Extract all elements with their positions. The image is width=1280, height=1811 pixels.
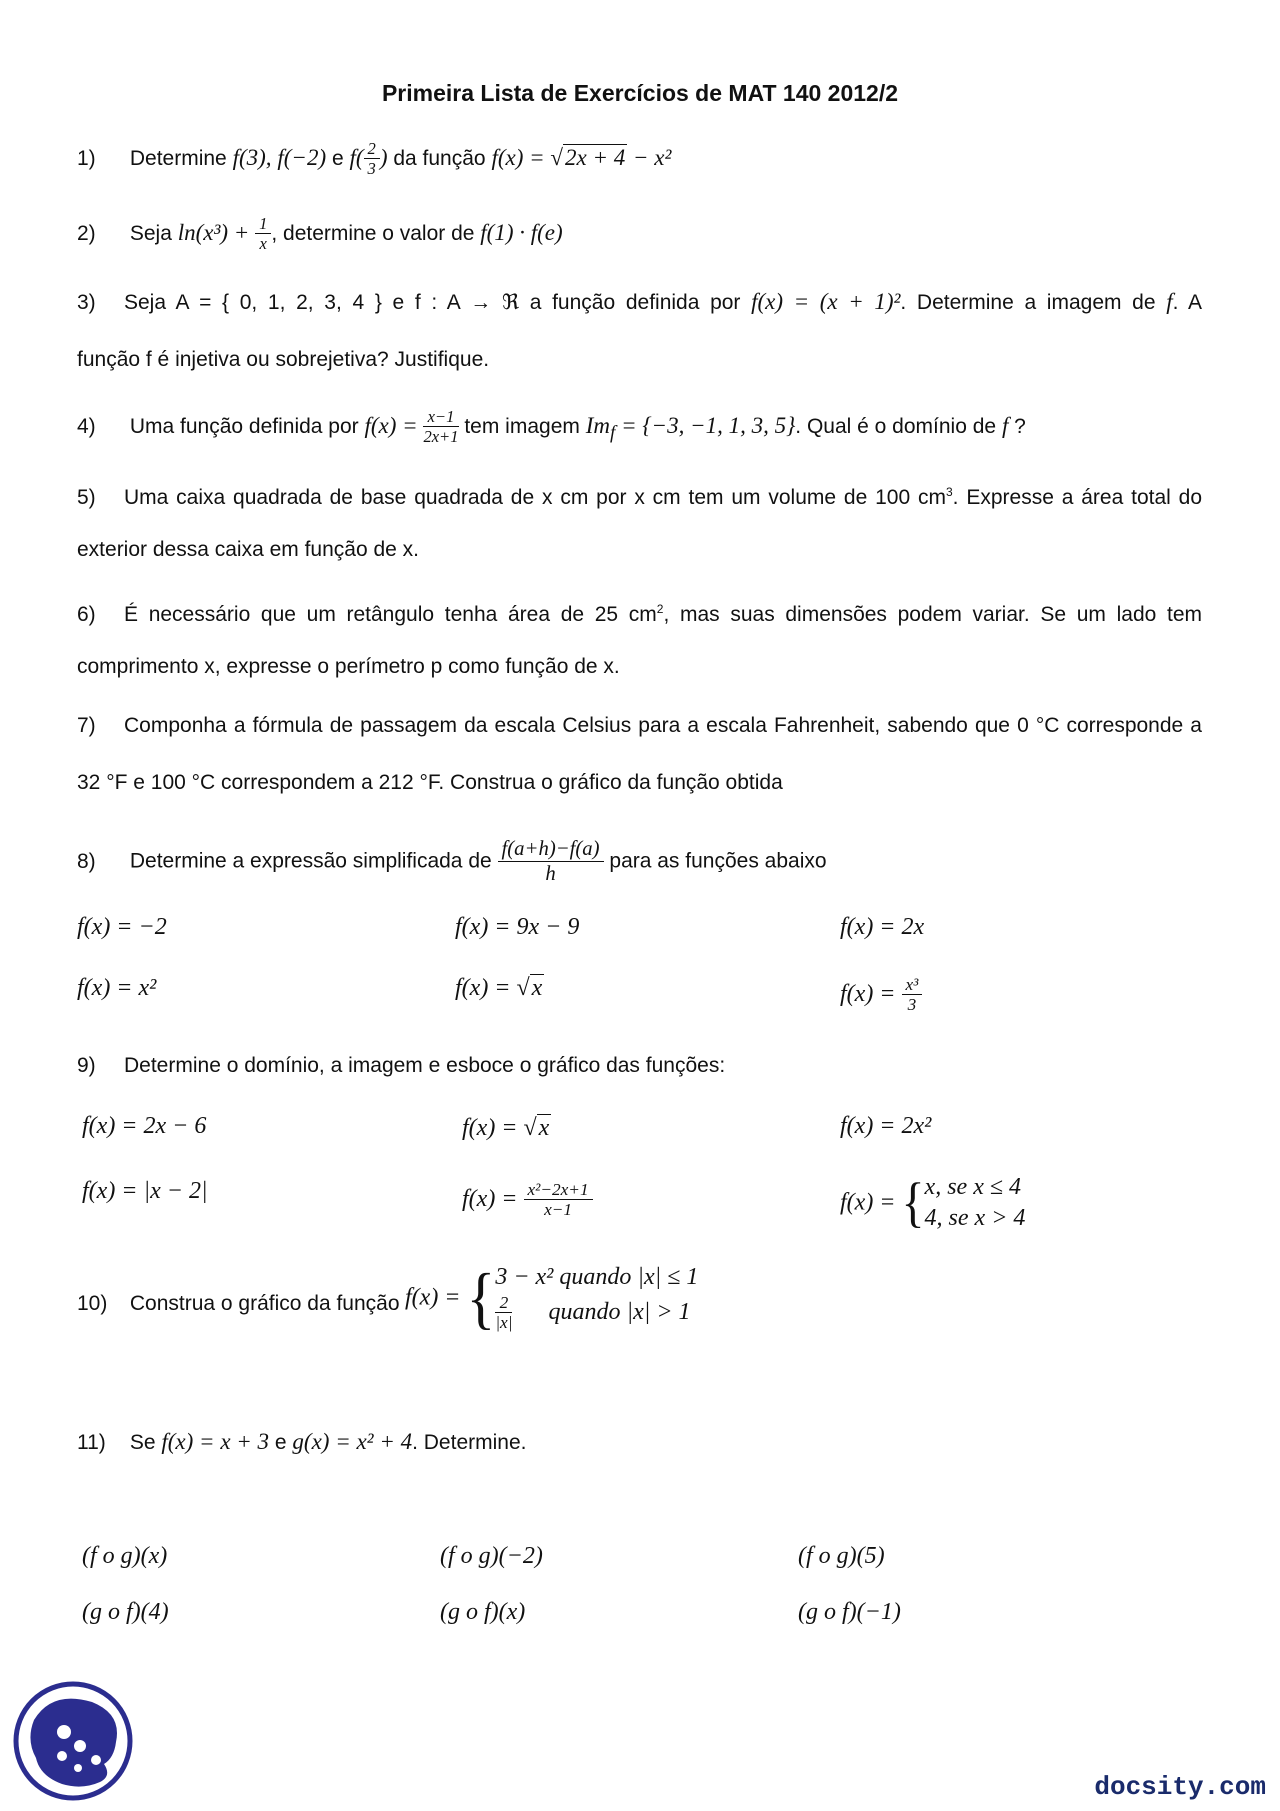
question-number: 9) [77,1054,96,1077]
q9-function-3: f(x) = 2x² [840,1113,932,1139]
difference-quotient: $\frac{f(a+h)-f(a)}{h}$ [498,838,604,887]
q11-item-1: (f o g)(x) [82,1543,168,1569]
q11-item-2: (f o g)(−2) [440,1543,543,1569]
q9-function-1: f(x) = 2x − 6 [82,1113,207,1139]
fraction: $\frac{1}{x}$ [255,215,271,254]
q11-item-4: (g o f)(4) [82,1599,169,1625]
question-number: 4) [77,414,96,438]
question-number: 1) [77,146,96,170]
q8-function-2: f(x) = 9x − 9 [455,914,580,940]
question-number: 7) [77,714,96,737]
q9-function-4: f(x) = |x − 2| [82,1178,208,1204]
question-number: 8) [77,849,96,873]
question-9: 9) Determine o domínio, a imagem e esboce o gráfico das funções: [77,1052,1202,1080]
q11-item-5: (g o f)(x) [440,1599,526,1625]
question-number: 6) [77,603,96,626]
question-number: 11) [77,1431,106,1454]
q11-item-6: (g o f)(−1) [798,1599,901,1625]
page-title: Primeira Lista de Exercícios de MAT 140 2012/2 [381,80,899,106]
question-6-continued: comprimento x, expresse o perímetro p como função de x. [77,655,620,678]
question-6: 6) É necessário que um retângulo tenha área de 25 $cm^2$, mas suas dimensões podem variar. Se um lado tem [77,595,1202,629]
fraction: $\frac{x-1}{2x+1}$ [423,407,459,447]
question-3-continued: função f é injetiva ou sobrejetiva? Justifique. [77,348,490,371]
q8-function-4: f(x) = x² [77,975,157,1001]
q8-function-5: f(x) = √x [455,975,543,1001]
question-number: 5) [77,486,96,509]
q11-item-3: (f o g)(5) [798,1543,885,1569]
question-7: 7) Componha a fórmula de passagem da escala Celsius para a escala Fahrenheit, sabendo que 0 °C corresponde a [77,712,1202,740]
question-5-continued: exterior dessa caixa em função de x. [77,538,420,561]
docsity-watermark[interactable]: docsity.com [1094,1772,1266,1802]
question-5: 5) Uma caixa quadrada de base quadrada de x cm por x cm tem um volume de 100 $cm^3$. Expresse a área total do [77,478,1202,512]
question-number: 10) [77,1292,108,1315]
question-4: 4) Uma função definida por f(x) = $\frac{x-1}{2x+1}$ tem imagem $Im_f = \{-3$, −1, 1, 3, 5}. Qual é o domínio de f ? [77,407,1026,447]
q9-function-5: f(x) = $\frac{\text{x²−2x+1}}{x-1}$ [462,1180,593,1221]
question-2: 2) Seja ln(x³) + $\frac{1}{x}$ , determine o valor de f(1) · f(e) [77,214,563,254]
question-number: 2) [77,221,96,245]
q8-function-6: f(x) = $\frac{\text{x³}}{3}$ [840,975,922,1016]
question-11: 11) Se f(x) = x + 3 e g(x) = x² + 4. Determine. [77,1428,1202,1457]
question-1: 1) Determine f(3), f(−2) e f( $\frac{2}{3}$ ) da função f(x) = √2x + 4 − x² [77,139,672,179]
question-3: 3) Seja A = { 0, 1, 2, 3, 4 } e f : A → ℜ a função definida por f(x) = (x + 1)². Determine a imagem de f. A [77,288,1202,317]
fraction: $\frac{2}{3}$ [364,140,380,179]
q8-function-1: f(x) = −2 [77,914,167,940]
q10-piecewise-function: f(x) = { 3 − x² quando |x| ≤ 1 $\frac{2}{|x|}$ quando |x| > 1 [405,1260,699,1336]
question-8: 8) Determine a expressão simplificada de $\frac{f(a+h)-f(a)}{h}$ para as funções abaixo [77,838,827,885]
question-10: 10) Construa o gráfico da função [77,1290,1202,1318]
q8-function-3: f(x) = 2x [840,914,925,940]
question-number: 3) [77,291,96,314]
question-7-continued: 32 °F e 100 °C correspondem a 212 °F. Construa o gráfico da função obtida [77,771,783,794]
q9-function-2: f(x) = √x [462,1115,550,1141]
docsity-logo-icon [12,1680,134,1802]
q9-function-6: f(x) = { x, se x ≤ 4 4, se x > 4 [840,1172,1026,1234]
